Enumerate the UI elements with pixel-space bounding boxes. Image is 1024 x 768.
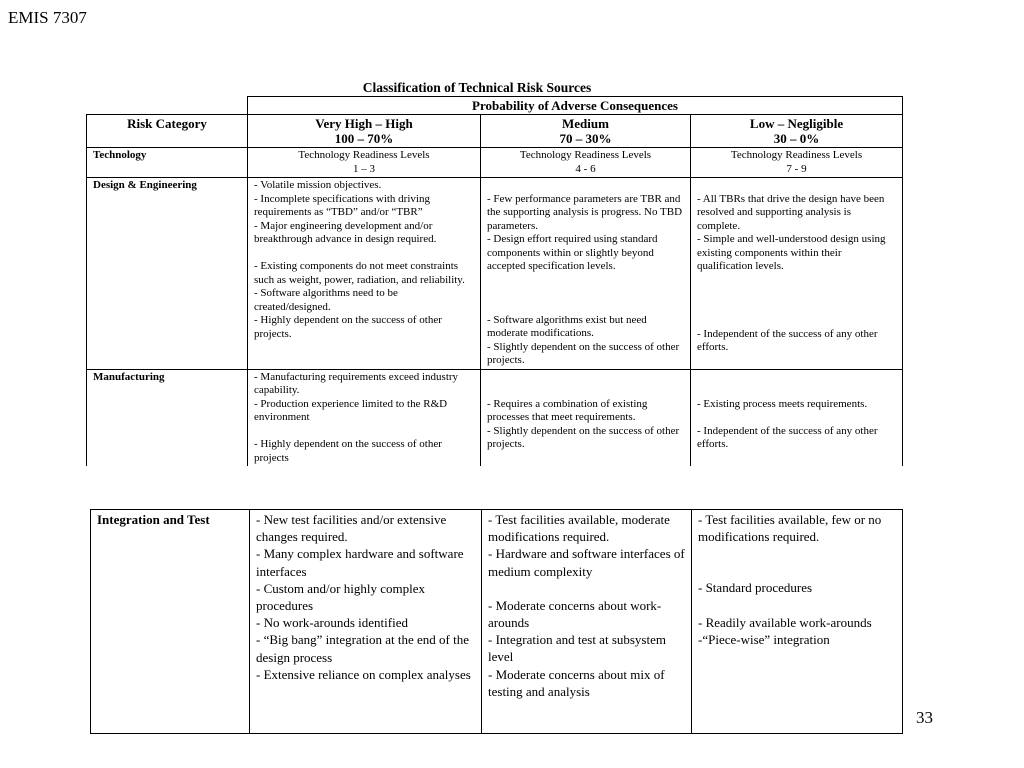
probability-header: Probability of Adverse Consequences xyxy=(248,97,903,115)
slide-number: 33 xyxy=(916,708,933,727)
risk-category-header: Risk Category xyxy=(87,115,248,148)
technology-very-high: Technology Readiness Levels 1 – 3 xyxy=(248,148,481,178)
low-header: Low – Negligible 30 – 0% xyxy=(691,115,903,148)
integration-category: Integration and Test xyxy=(91,510,250,734)
integration-row xyxy=(91,510,903,734)
manufacturing-low: - Existing process meets requirements. - Independent of the success of any other efforts. xyxy=(691,369,903,466)
manufacturing-category: Manufacturing xyxy=(87,369,248,466)
probability-header-row xyxy=(87,97,903,115)
design-medium: - Few performance parameters are TBR and the supporting analysis is progress. No TBD parameters. - Design effort required using standard components within or slightly beyond accepted specification levels. - Software algorithms exist but need moderate modifications. - Slightly dependent on the success of other projects. xyxy=(481,178,691,370)
technology-low: Technology Readiness Levels 7 - 9 xyxy=(691,148,903,178)
technology-row xyxy=(87,148,903,178)
table-title: Classification of Technical Risk Sources xyxy=(362,80,592,95)
manufacturing-very-high: - Manufacturing requirements exceed industry capability. - Production experience limited to the R&D environment - Highly dependent on the success of other projects xyxy=(248,369,481,466)
very-high-header: Very High – High 100 – 70% xyxy=(248,115,481,148)
design-very-high: - Volatile mission objectives. - Incomplete specifications with driving requirements as “TBD” and/or “TBR” - Major engineering development and/or breakthrough advance in design required. - Existing components do not meet constraints such as weight, power, radiation, and reliability. - Software algorithms need to be created/designed. - Highly dependent on the success of other projects. xyxy=(248,178,481,370)
manufacturing-row xyxy=(87,369,903,466)
design-row xyxy=(87,178,903,370)
design-low: - All TBRs that drive the design have been resolved and supporting analysis is complete. - Simple and well-understood design using existing components within their qualification levels. - Independent of the success of any other efforts. xyxy=(691,178,903,370)
integration-low: - Test facilities available, few or no modifications required. - Standard procedures - Readily available work-arounds -“Piece-wise” integration xyxy=(692,510,903,734)
column-header-row xyxy=(87,115,903,148)
medium-header: Medium 70 – 30% xyxy=(481,115,691,148)
course-code: EMIS 7307 xyxy=(8,8,87,27)
risk-table xyxy=(86,96,903,466)
integration-very-high: - New test facilities and/or extensive changes required. - Many complex hardware and software interfaces - Custom and/or highly complex procedures - No work-arounds identified - “Big bang” integration at the end of the design process - Extensive reliance on complex analyses xyxy=(250,510,482,734)
design-category: Design & Engineering xyxy=(87,178,248,370)
technology-category: Technology xyxy=(87,148,248,178)
integration-medium: - Test facilities available, moderate modifications required. - Hardware and software interfaces of medium complexity - Moderate concerns about work-arounds - Integration and test at subsystem level - Moderate concerns about mix of testing and analysis xyxy=(482,510,692,734)
manufacturing-medium: - Requires a combination of existing processes that meet requirements. - Slightly dependent on the success of other projects. xyxy=(481,369,691,466)
technology-medium: Technology Readiness Levels 4 - 6 xyxy=(481,148,691,178)
integration-table xyxy=(90,509,903,734)
